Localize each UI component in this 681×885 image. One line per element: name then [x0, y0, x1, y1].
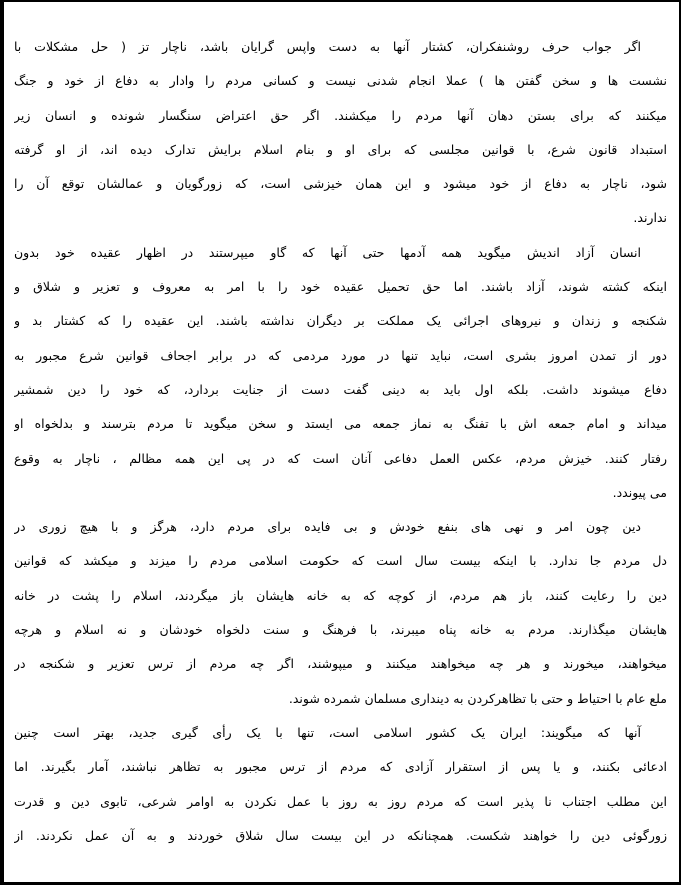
text-line: میداند و امام جمعه اش با تفنگ به نماز جمعه می ایستد و سخن میگوید تا مردم بترسند و بدلخواه او: [14, 416, 667, 432]
text-line: شکنجه و زندان و نیروهای اجرائی یک مملکت بر دیگران نداشته باشند. این عقیده را که کشتار بد و: [14, 313, 667, 329]
text-line: اگر جواب حرف روشنفکران، کشتار آنها به دست واپس گرایان باشد، ناچار تز ( حل مشکلات با: [14, 39, 641, 54]
text-line: هایشان میگذارند. مردم به خانه پناه میبرند، با فرهنگ و سنت دلخواه خودشان و نه اسلام و هرچه: [14, 622, 667, 638]
text-line: استبداد قانون شرع، با قوانین مجلسی که برای او و بنام اسلام برایش تدارک دیده اند، از او گرفته: [14, 141, 667, 157]
text-line: دین چون امر و نهی های بنفع خودش و بی فایده برای مردم دارد، هرگز و با هیچ زوری در: [14, 519, 641, 535]
text-line: دفاع میشوند داشت. بلکه اول باید به دینی گفت دست از جنایت بردارد، که خود را دین شمشیر: [14, 381, 667, 397]
text-line: اینکه کشته شوند، آزاد باشند. اما حق تحمیل عقیده خود را با امر به معروف و تعزیر و شلاق و: [14, 279, 667, 295]
text-line: میخواهند، میخورند و هر چه میخواهند میکنند و میپوشند، اگر چه مردم از ترس تعزیر و شکنجه در: [14, 656, 667, 672]
text-line: رفتار کنند. خیزش مردم، عکس العمل دفاعی آنان است که در پی این همه مظالم ، ناچار به وقوع: [14, 450, 667, 466]
text-line: دین را رعایت کنند، باز هم مردم، از کوچه که به خانه هایشان باز میگردند، اسلام را پشت در خانه: [14, 587, 667, 603]
paragraph-1: [14, 30, 667, 236]
text-line: ملع عام با احتیاط و حتی با تظاهرکردن به دینداری مسلمان شمرده شوند.: [288, 690, 667, 706]
text-line: انسان آزاد اندیش میگوید همه آدمها حتی آنها که گاو میپرستند در اظهار عقیده خود بدون: [14, 244, 641, 260]
text-line: آنها که میگویند: ایران یک کشور اسلامی است، تنها با یک رأی گیری جدید، بهتر است چنین: [14, 724, 641, 740]
text-line: نشست ها و سخن گفتن ها ) عملا انجام شدنی نیست و کسانی مردم را وادار به دفاع از خود و جنگ: [14, 73, 667, 89]
text-line: می پیوندد.: [612, 484, 667, 500]
text-line: ندارند.: [633, 210, 667, 226]
text-line: دور از تمدن امروز بشری است، نباید تنها در مورد مردمی که در برابر اجحاف قوانین شرع مجبور به: [14, 347, 667, 363]
paragraph-2: [14, 236, 667, 510]
text-line: دل مردم جا ندارد. با اینکه بیست سال است که حکومت اسلامی مردم را میزند و میکشد که قوانین: [14, 553, 667, 569]
document-body: [14, 30, 667, 853]
paragraph-3: [14, 510, 667, 716]
text-line: میکنند که برای بستن دهان آنها مردم را میکشند. اگر حق اعتراض سنگسار شونده و انسان زیر: [14, 107, 667, 123]
paragraph-4: [14, 716, 667, 853]
text-line: شود، ناچار به دفاع از خود میشود و این همان خیزشی است، که زورگویان و عمالشان توقع آن را: [14, 176, 667, 192]
text-line: زورگوئی دین را خواهند شکست. همچنانکه در این بیست سال شلاق خوردند و به آن عمل نکردند. از: [14, 827, 667, 843]
text-line: ادعائی بکنند، و یا پس از استقرار آزادی که مردم از ترس مجبور به تظاهر نباشند، آمار بگیرند. اما: [14, 759, 667, 775]
text-line: این مطلب اجتناب نا پذیر است که مردم روز به روز با عمل نکردن به اوامر شرعی، تابوی دین و قدرت: [14, 793, 667, 809]
